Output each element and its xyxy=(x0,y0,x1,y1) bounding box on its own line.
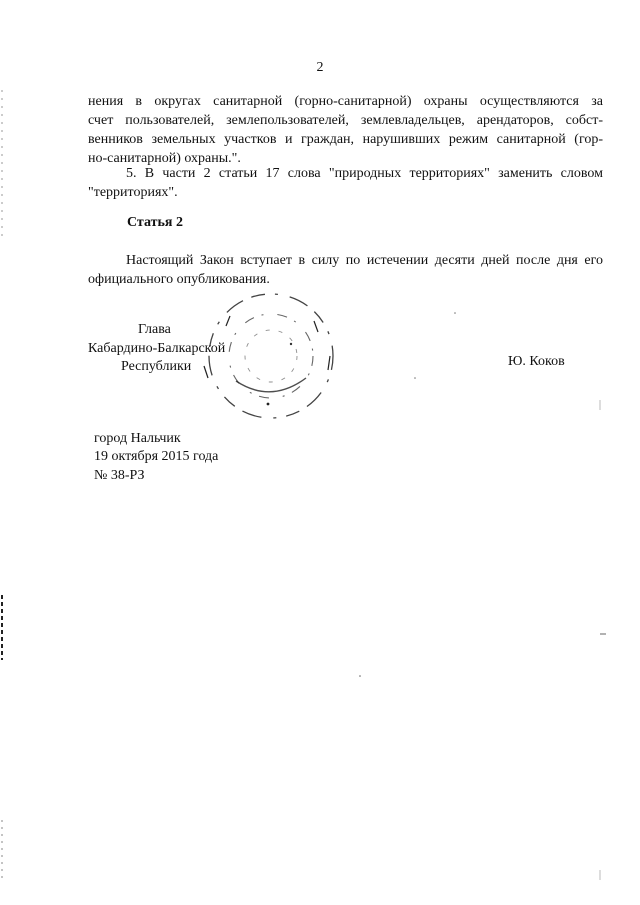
date: 19 октября 2015 года xyxy=(94,449,219,464)
paragraph-line: официального опубликования. xyxy=(88,272,270,287)
paragraph-line: Настоящий Закон вступает в силу по истечении десяти дней после дня его xyxy=(126,253,603,268)
signatory-name: Ю. Коков xyxy=(508,354,565,369)
paragraph-continuation xyxy=(88,92,603,168)
page-number: 2 xyxy=(316,60,324,75)
signature-title-line3: Республики xyxy=(121,359,192,374)
signature-title-line2: Кабардино-Балкарской xyxy=(88,341,226,356)
article-2-paragraph xyxy=(88,251,603,289)
paragraph-line: венников земельных участков и граждан, нарушивших режим санитарной (гор- xyxy=(88,132,603,147)
item-5-paragraph xyxy=(88,164,603,202)
law-number: № 38-РЗ xyxy=(94,468,145,483)
paragraph-line: счет пользователей, землепользователей, землевладельцев, арендаторов, собст- xyxy=(88,113,603,128)
city: город Нальчик xyxy=(94,431,181,446)
paragraph-line: "территориях". xyxy=(88,185,178,200)
paragraph-line: нения в округах санитарной (горно-санитарной) охраны осуществляются за xyxy=(88,94,603,109)
paragraph-line: 5. В части 2 статьи 17 слова "природных территориях" заменить словом xyxy=(126,166,603,181)
article-heading: Статья 2 xyxy=(127,215,183,230)
signature-title-line1: Глава xyxy=(138,322,171,337)
paragraph-line: но-санитарной) охраны.". xyxy=(88,151,241,166)
